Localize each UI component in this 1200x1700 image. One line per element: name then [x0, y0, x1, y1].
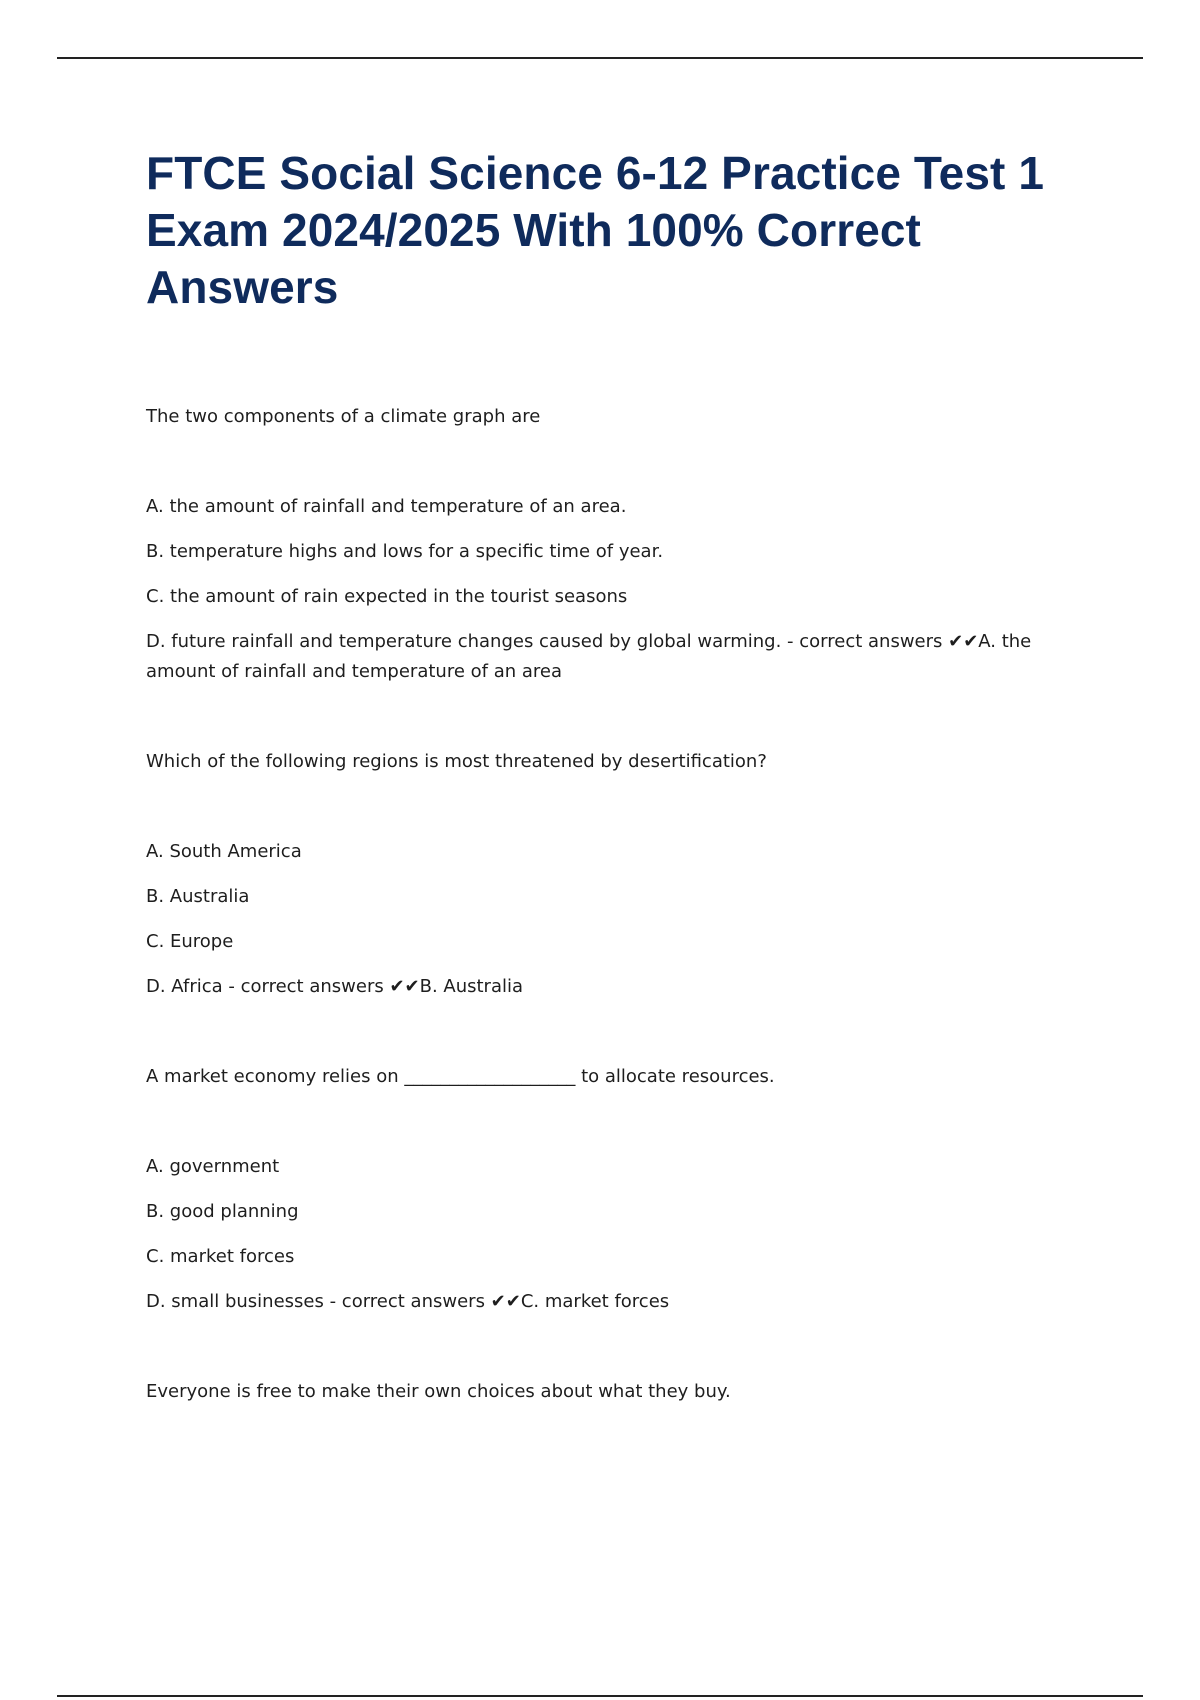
option-list: [146, 1152, 1076, 1317]
option-c: C. Europe: [146, 931, 234, 952]
option-d-with-answer: D. small businesses - correct answers ✔✔C. market forces: [146, 1291, 670, 1312]
option-a: A. the amount of rainfall and temperature of an area.: [146, 496, 627, 517]
option-b: B. temperature highs and lows for a specific time of year.: [146, 541, 664, 562]
option-list: [146, 492, 1076, 687]
document-title: FTCE Social Science 6-12 Practice Test 1 Exam 2024/2025 With 100% Correct Answers: [146, 147, 1045, 313]
option-a: A. South America: [146, 841, 302, 862]
option-d-with-answer: D. future rainfall and temperature changes caused by global warming. - correct answers ✔✔A. the amount of rainfall and temperature of an area: [146, 631, 1032, 682]
question-block: [146, 747, 1076, 1002]
top-rule: [57, 57, 1143, 59]
question-block: [146, 402, 1076, 687]
question-block: [146, 1377, 1076, 1407]
option-c: C. the amount of rain expected in the tourist seasons: [146, 586, 628, 607]
question-list: [146, 402, 1076, 1407]
bottom-rule: [57, 1695, 1143, 1697]
question-text: Which of the following regions is most threatened by desertification?: [146, 751, 767, 772]
option-a: A. government: [146, 1156, 280, 1177]
option-c: C. market forces: [146, 1246, 295, 1267]
question-block: [146, 1062, 1076, 1317]
option-d-with-answer: D. Africa - correct answers ✔✔B. Australia: [146, 976, 524, 997]
spacer: [146, 1317, 1076, 1377]
question-text: Everyone is free to make their own choices about what they buy.: [146, 1381, 731, 1402]
option-b: B. Australia: [146, 886, 250, 907]
spacer: [146, 687, 1076, 747]
question-text: A market economy relies on ___________________ to allocate resources.: [146, 1066, 775, 1087]
option-list: [146, 837, 1076, 1002]
question-text: The two components of a climate graph are: [146, 406, 541, 427]
option-b: B. good planning: [146, 1201, 299, 1222]
spacer: [146, 1002, 1076, 1062]
